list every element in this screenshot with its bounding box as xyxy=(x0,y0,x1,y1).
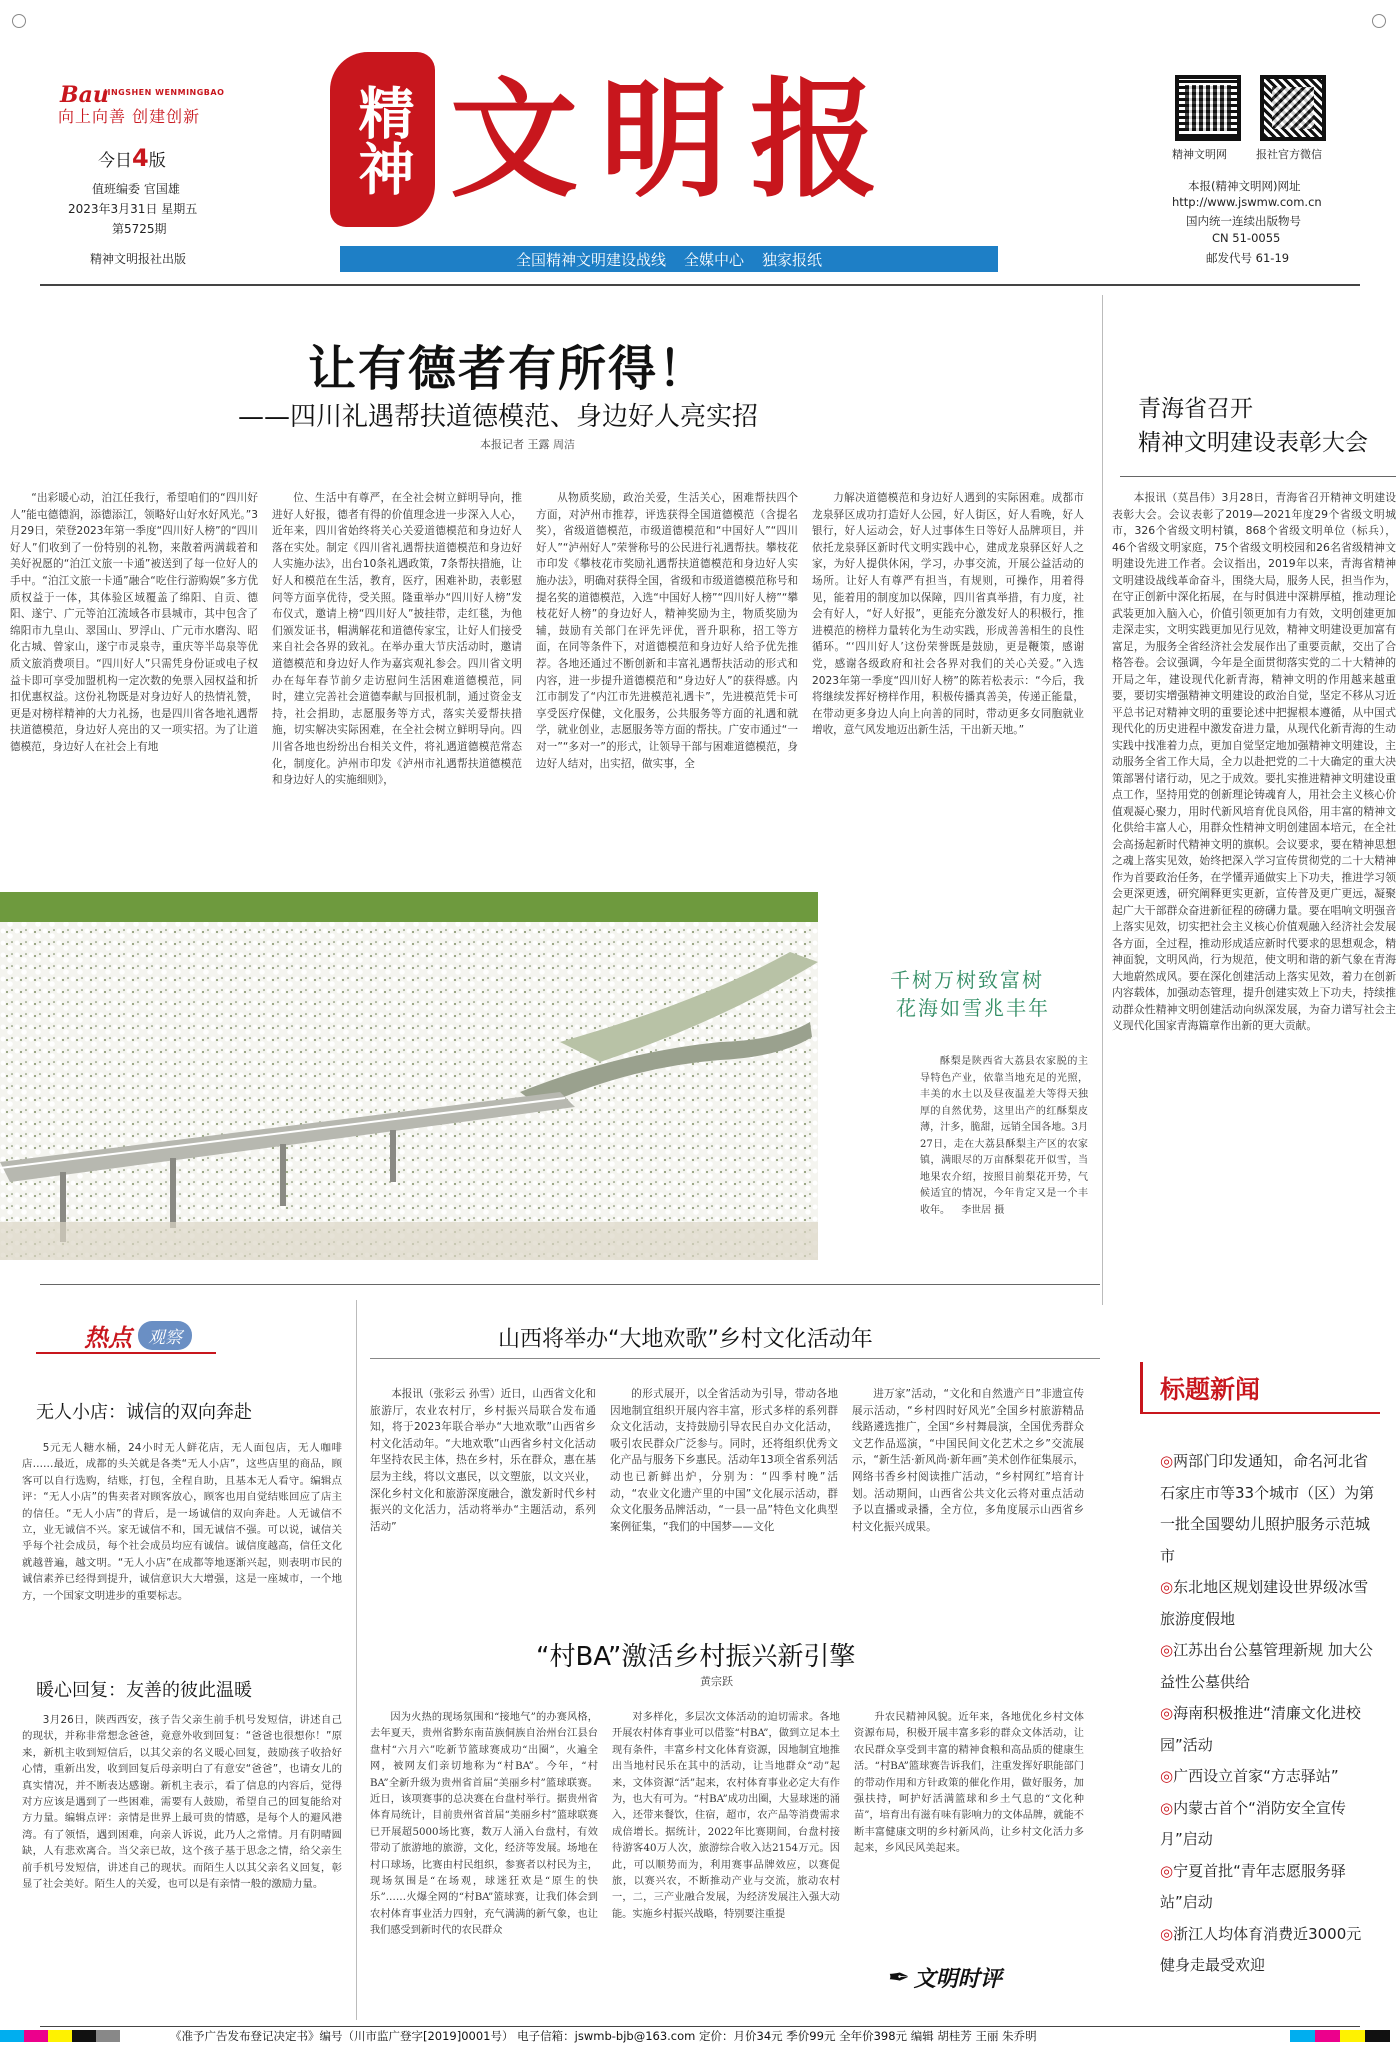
cunba-title: “村BA”激活乡村振兴新引擎 xyxy=(536,1642,856,1672)
news-item-text: 江苏出台公墓管理新规 加大公益性公墓供给 xyxy=(1160,1641,1373,1691)
qinghai-title-line: 精神文明建设表彰大会 xyxy=(1138,430,1368,456)
editors: 值班编委 官国雄 xyxy=(92,182,180,196)
shanxi-rule xyxy=(370,1358,1100,1359)
cn-label: 国内统一连续出版物号 xyxy=(1186,214,1301,228)
masthead-divider xyxy=(40,284,1360,286)
site-line: 本报(精神文明网)网址 xyxy=(1188,179,1301,193)
section-divider xyxy=(40,1284,1100,1285)
brand-en: JINGSHEN WENMINGBAO xyxy=(104,88,225,97)
lead-title: 让有德者有所得！ xyxy=(308,341,709,397)
bullet-circle-icon: ◎ xyxy=(1160,1578,1174,1596)
cunba-column xyxy=(612,1710,840,2012)
title-seal-text: 精神 xyxy=(349,83,416,196)
news-item xyxy=(1160,1698,1380,1761)
news-item-text: 浙江人均体育消费近3000元 健身走最受欢迎 xyxy=(1160,1924,1362,1974)
news-item xyxy=(1160,1446,1380,1572)
column-divider xyxy=(1102,295,1103,1305)
masthead xyxy=(0,0,1398,290)
hot-article1-text: 5元无人糖水桶，24小时无人鲜花店，无人面包店，无人咖啡店……最近，成都的头关就是各类“无人小店”，这些店里的商品，顾客可以自行选购，结账，打包，全程自助，且基本无人看守。编辑点评：“无人小店”的售卖者对顾客放心，顾客也用自觉结账回应了店主的信任。“无人小店”的背后，是一场诚信的双向奔赴。人无诚信不立，业无诚信不兴。家无诚信不和，国无诚信不强。可以说，诚信关乎每个社会成员，每个社会成员均应有诚信。诚信度越高，信任文化就越普遍，越文明。“无人小店”在成都等地逐渐兴起，则表明市民的诚信素养已经得到提升，诚信意识大大增强，这是一座城市，一个地方，一个国家文明进步的重要标志。 xyxy=(22,1442,342,1602)
qinghai-title xyxy=(1138,392,1368,460)
cn-num: CN 51-0055 xyxy=(1212,231,1281,245)
column-divider xyxy=(356,1300,357,2020)
photo-body xyxy=(920,1054,1088,1264)
hot-title: 热点 xyxy=(84,1324,132,1352)
shanxi-title: 山西将举办“大地欢歌”乡村文化活动年 xyxy=(498,1327,873,1352)
cunba-badge-label: 文明时评 xyxy=(913,1967,1002,1992)
cunba-col-text: 因为火热的现场氛围和“接地气”的办赛风格，去年夏天，贵州省黔东南苗族侗族自治州台江县台盘村“六月六”吃新节篮球赛成功“出圈”，火遍全网，被网友们亲切地称为“村BA”。今年，“村BA”全新升级为贵州省首届“美丽乡村”篮球联赛。近日，该项赛事的总决赛在台盘村举行。据贵州省体育局统计，目前贵州省首届“美丽乡村”篮球联赛已开展超5000场比赛，数万人涌入台盘村，有效带动了旅游地的旅游，文化，经济等发展。场地在村口球场，比赛由村民组织，参赛者以村民为主，现场氛围是“在场观，球迷狂欢是“原生的快乐”……火爆全网的“村BA”篮球赛，让我们体会到农村体育事业活力四射，充气满满的新气象，也让我们感受到新时代的农民群众 xyxy=(370,1712,598,1937)
footer xyxy=(40,2026,1360,2048)
qinghai-title-line: 青海省召开 xyxy=(1138,396,1253,422)
news-box-accent xyxy=(1140,1362,1143,1414)
news-item-text: 内蒙古首个“消防安全宣传月”启动 xyxy=(1160,1798,1346,1848)
qinghai-rule xyxy=(1120,476,1396,477)
photo-caption-line: 花海如雪兆丰年 xyxy=(896,996,1050,1020)
lead-col-text: 力解决道德模范和身边好人遇到的实际困难。成都市龙泉驿区成功打造好人公园，好人街区，好人看晚，好人银行，好人运动会，好人过事体生日等好人品牌项目，并依托龙泉驿区新时代文明实践中心，建成龙泉驿区好人之家，为好人提供休闲，学习，办事交流，开展公益活动的场所。让好人有尊严有担当，有规则，可操作，用着得见，能着用的制度加以保障，四川省真举措，有力度，社会有好人，“好人好报”，更能充分激发好人的积极行，推进模范的榜样力量转化为生动实践，形成善善相生的良性循环。“‘四川好人’这份荣誉既是鼓励，更是鞭策，感谢党，感谢各级政府和社会各界对我们的关心关爱。”入选2023年第一季度“四川好人榜”的陈若松表示：“今后，我将继续发挥好榜样作用，积极传播真善美，传递正能量，在带动更多身边人向上向善的同时，带动更多女同胞就业增收，意气风发地迈出新生活，干出新天地。” xyxy=(812,492,1084,737)
photo-pear-blossom xyxy=(0,892,818,1260)
hot-header xyxy=(84,1318,192,1353)
photo-illustration xyxy=(0,892,818,1260)
title-main: 文明报 xyxy=(450,65,901,215)
news-item-text: 海南积极推进“清廉文化进校园”活动 xyxy=(1160,1704,1361,1754)
bullet-circle-icon: ◎ xyxy=(1160,1767,1174,1785)
color-bar xyxy=(0,2030,120,2042)
bar-item: 全媒中心 xyxy=(683,250,744,269)
slogan: 向上向善 创建创新 xyxy=(58,107,201,126)
hot-article2-title: 暖心回复：友善的彼此温暖 xyxy=(36,1680,252,1701)
qr1-label: 精神文明网 xyxy=(1172,148,1227,161)
qr-code-icon xyxy=(1175,75,1241,141)
cunba-column xyxy=(854,1710,1084,1950)
cunba-author: 黄宗跃 xyxy=(700,1675,733,1688)
site-url: http://www.jswmw.com.cn xyxy=(1172,195,1322,209)
cunba-column xyxy=(370,1710,598,2012)
photo-text: 酥梨是陕西省大荔县农家脱的主导特色产业，依靠当地充足的光照，丰美的水土以及昼夜温差大等得天独厚的自然优势，这里出产的红酥梨皮薄，汁多，脆甜，远销全国各地。3月27日，走在大荔县酥梨主产区的农家镇，满眼尽的万亩酥梨花开似雪，当地果农介绍，按照目前梨花开势，气候适宜的情况，今年肯定又是一个丰收年。 李世居 摄 xyxy=(920,1056,1088,1216)
hot-rule xyxy=(36,1352,216,1354)
bullet-circle-icon: ◎ xyxy=(1160,1924,1174,1943)
masthead-bar xyxy=(340,246,998,272)
hot-article2-text: 3月26日，陕西西安，孩子告父亲生前手机号发短信，讲述自己的现状，并称非常想念爸爸，竟意外收到回复：“爸爸也很想你！”原来，新机主收到短信后，以其父亲的名义暖心回复，鼓励孩子收拾好心情，重新出发，收到回复后母亲明白了有意安“爸爸”，也请女儿的真实情况，并不断表达感谢。新机主表示，看了信息的内容后，觉得对方应该是遇到了一些困难，需要有人鼓励，希望自己的回复能给对方力量。编辑点评：亲情是世界上最可贵的情感，是每个人的避风港湾。有了领悟，遇到困难，向亲人诉说，此乃人之常情。月有阴晴圆缺，人有悲欢离合。当父亲已故，这个孩子基于思念之情，给父亲生前手机号发短信，讲述自己的现状。而陌生人以其父亲名义回复，彰显了社会美好。陌生人的关爱，也可以是有亲情一般的激励力量。 xyxy=(22,1714,342,1891)
bullet-circle-icon: ◎ xyxy=(1160,1452,1174,1470)
cunba-col-text: 对多样化，多层次文体活动的迫切需求。各地开展农村体育事业可以借鉴“村BA”，做到立足本土现有条件，丰富乡村文化体育资源，因地制宜地推出当地村民乐在其中的活动，让当地群众“动”起来，文体资源“活”起来，农村体育事业必定大有作为，也大有可为。“村BA”成功出圈，大显球迷的涌入，还带来餐饮，住宿，超市，农产品等消费需求成倍增长。据统计，2022年比赛期间，台盘村接待游客40万人次，旅游综合收入达2154万元。因此，可以顺势而为，利用赛事品牌效应，以赛促旅，以赛兴农，不断推动产业与交流，旅动农村一，二，三产业融合发展，为经济发展注入强大动能。实施乡村振兴战略，特别要注重提 xyxy=(612,1712,840,1920)
lead-col-text: 从物质奖励，政治关爱，生活关心，困难帮扶四个方面，对泸州市推荐，评选获得全国道德模范（含提名奖），省级道德模范，市级道德模范和“中国好人”“四川好人”“泸州好人”荣誉称号的公民进行礼遇帮扶。攀枝花市印发《攀枝花市奖励礼遇帮扶道德模范和身边好人实施办法》，明确对获得全国，省级和市级道德模范称号和提名奖的道德模范，入选“中国好人榜”“四川好人榜”“攀枝花好人榜”的身边好人，精神奖励为主，物质奖励为辅，鼓励有关部门在评先评优，晋升职称，招工等方面，在同等条件下，对道德模范和身边好人给予优先推荐。各地还通过不断创新和丰富礼遇帮扶活动的形式和内容，进一步提升道德模范和“身边好人”的获得感。内江市制发了“内江市先进模范礼遇卡”，先进模范凭卡可享受医疗保健，文化服务，公共服务等方面的礼遇和就学，就业创业，志愿服务等方面的帮扶。广安市通过“一对一”“多对一”的形式，让领导干部与困难道德模范，身边好人结对，出实招，做实事，全 xyxy=(536,492,798,770)
qr2-label: 报社官方微信 xyxy=(1256,148,1322,161)
lead-subtitle: ——四川礼遇帮扶道德模范、身边好人亮实招 xyxy=(238,402,759,432)
brand-logo: Bau xyxy=(60,82,109,108)
color-bar xyxy=(1290,2030,1390,2042)
bullet-circle-icon: ◎ xyxy=(1160,1641,1174,1659)
bullet-circle-icon: ◎ xyxy=(1160,1798,1174,1817)
news-item-text: 两部门印发通知，命名河北省石家庄市等33个城市（区）为第一批全国婴幼儿照护服务示范城市 xyxy=(1160,1452,1375,1565)
shanxi-column xyxy=(610,1386,838,1584)
cunba-badge xyxy=(888,1962,1002,1993)
news-list xyxy=(1160,1446,1380,1982)
qinghai-body xyxy=(1112,490,1396,1294)
news-item xyxy=(1160,1635,1380,1698)
photo-credit: 李世居 摄 xyxy=(961,1204,1005,1216)
hot-article1-body xyxy=(22,1440,342,1640)
news-item xyxy=(1160,1919,1380,1982)
news-item-text: 广西设立首家“方志驿站” xyxy=(1173,1767,1339,1785)
pen-icon: ✒ xyxy=(888,1962,910,1993)
hot-article1-title: 无人小店：诚信的双向奔赴 xyxy=(36,1402,252,1423)
hot-article2-body xyxy=(22,1712,342,2014)
shanxi-col-text: 的形式展开，以全省活动为引导，带动各地因地制宜组织开展内容丰富，形式多样的系列群众文化活动，支持鼓励引导农民自办文化活动，吸引农民群众广泛参与。同时，还将组织优秀文化产品与服务下乡惠民。活动年13项全省系列活动也已新鲜出炉，分别为：“四季村晚”活动，“农业文化遗产里的中国”文化展示活动，群众文化服务品牌活动，“一县一品”特色文化典型案例征集，“我们的中国梦——文化 xyxy=(610,1388,838,1533)
title-seal xyxy=(330,52,435,227)
date: 2023年3月31日 星期五 xyxy=(68,202,198,216)
shanxi-column xyxy=(852,1386,1084,1584)
shanxi-col-text: 本报讯（张彩云 孙雪）近日，山西省文化和旅游厅，农业农村厅，乡村振兴局联合发布通知，将于2023年联合举办“大地欢歌”山西省乡村文化活动年。“大地欢歌”山西省乡村文化活动年坚持农民主体，热在乡村，乐在群众，惠在基层为主线，将以文惠民，以文塑旅，以文兴业，深化乡村文化和旅游深度融合，激发新时代乡村振兴的文化活力，活动将举办“主题活动，系列活动” xyxy=(370,1388,596,1533)
photo-caption xyxy=(890,966,1050,1022)
footer-text: 《准予广告发布登记决定书》编号（川市监广登字[2019]0001号） 电子信箱：jswmb-bjb@163.com 定价：月价34元 季价99元 全年价398元 编辑 胡桂芳 王丽 朱乔明 xyxy=(170,2029,1037,2043)
photo-caption-line: 千树万树致富树 xyxy=(890,968,1044,992)
lead-column xyxy=(812,490,1084,830)
lead-column xyxy=(536,490,798,830)
issue: 第5725期 xyxy=(112,222,167,236)
news-item xyxy=(1160,1856,1380,1919)
cunba-col-text: 升农民精神风貌。近年来，各地优化乡村文体资源布局，积极开展丰富多彩的群众文体活动，让农民群众享受到丰富的精神食粮和高品质的健康生活。“村BA”篮球赛告诉我们，注重发挥好职能部门的带动作用和方针政策的催化作用，做好服务，加强扶持，呵护好活满篮球和乡土气息的“文化种苗”，培育出有滋有味有影响力的文体品牌，就能不断丰富健康文明的乡村新风尚，让乡村文化活力多起来，乡风民风美起来。 xyxy=(854,1712,1084,1855)
lead-col-text: “出彩暖心动，泊江任我行，希望咱们的“四川好人”能屯德德润，添德添江，领略好山好水好风光。”3月29日，荣登2023年第一季度“四川好人榜”的“四川好人”们收到了一份特别的礼物，来散着两满载着和美好祝愿的“泊江文旅一卡通”被送到了每一位好人的手中。“泊江文旅一卡通”融合“吃住行游购娱”多方优质权益于一体，其体验区域覆盖了绵阳、自贡、德阳、遂宁、广元等泊江流域各市县城市，其中包含了绵阳市九皇山、翠国山、罗浮山、广元市水磨沟、昭化古城、曾家山，遂宁市灵泉寺，重庆等半岛泉等优质文旅消费项目。“四川好人”只需凭身份证或电子权益卡即可享受加盟机构一定次数的免票入园权益和折扣优惠权益。这份礼物既是对身边好人的热情礼赞，更是对榜样精神的大力礼扬，也是四川省各地礼遇帮扶道德模范，身边好人亮出的又一项实招。为了让道德模范，身边好人在社会上有地 xyxy=(10,492,258,753)
today-edition: 今日4版 xyxy=(98,144,166,172)
bullet-circle-icon: ◎ xyxy=(1160,1704,1174,1722)
shanxi-col-text: 进万家”活动，“文化和自然遗产日”非遗宣传展示活动，“乡村四时好风光”全国乡村旅游精品线路遴选推广，全国“乡村舞晨演，全国优秀群众文艺作品巡演，“中国民间文化艺术之乡”交流展示，“新生活·新风尚·新年画”美术创作征集展示，网络书香乡村阅读推广活动，“乡村网红”培育计划。活动期间，山西省公共文化云将对重点活动予以直播或录播，全方位，多角度展示山西省乡村文化振兴成果。 xyxy=(852,1388,1084,1533)
bar-item: 独家报纸 xyxy=(762,250,823,269)
news-item xyxy=(1160,1572,1380,1635)
bar-item: 全国精神文明建设战线 xyxy=(515,250,666,269)
news-title-rule xyxy=(1140,1412,1380,1414)
shanxi-column xyxy=(370,1386,596,1584)
lead-column xyxy=(10,490,258,830)
publisher: 精神文明报社出版 xyxy=(90,252,187,266)
hot-badge: 观察 xyxy=(138,1321,192,1350)
postal-code: 邮发代号 61-19 xyxy=(1206,251,1290,265)
bullet-circle-icon: ◎ xyxy=(1160,1861,1174,1880)
news-item xyxy=(1160,1761,1380,1793)
news-item-text: 宁夏首批“青年志愿服务驿站”启动 xyxy=(1160,1861,1346,1911)
news-title: 标题新闻 xyxy=(1160,1375,1261,1404)
news-item xyxy=(1160,1793,1380,1856)
news-item-text: 东北地区规划建设世界级冰雪旅游度假地 xyxy=(1160,1578,1369,1628)
qr-code-icon xyxy=(1260,75,1326,141)
lead-col-text: 位、生活中有尊严，在全社会树立鲜明导向，推进好人好报，德者有得的价值理念进一步深入人心，近年来，四川省始终将关心关爱道德模范和身边好人落在实处。制定《四川省礼遇帮扶道德模范和身边好人实施办法》，出台10条礼遇政策，7条帮扶措施，让好人和模范在生活，教育，医疗，困难补助，表彰慰问等方面享优待，受关照。隆重举办“四川好人榜”发布仪式，邀请上榜“四川好人”披挂带，走红毯，为他们颁发证书，帽满解花和道德传家宝，让好人们接受来自社会各界的致礼。在举办重大节庆活动时，邀请道德模范和身边好人作为嘉宾观礼参会。四川省文明办在每年春节前夕走访慰问生活困难道德模范，同时，建立完善社会道德奉献与回报机制，通过资金支持，社会捐助，志愿服务等方式，落实关爱帮扶措施，切实解决实际困难，在全社会树立鲜明导向。四川省各地也纷纷出台相关文件，将礼遇道德模范常态化，制度化。泸州市印发《泸州市礼遇帮扶道德模范和身边好人的实施细则》， xyxy=(272,492,522,787)
lead-column xyxy=(272,490,522,830)
qinghai-text: 本报讯（莫昌伟）3月28日，青海省召开精神文明建设表彰大会。会议表彰了2019—2021年度29个省级文明城市，326个省级文明村镇，868个省级文明单位（标兵），46个省级文明家庭，75个省级文明校园和26名省级精神文明建设先进工作者。会议指出，2019年以来，青海省精神文明建设战线革命奋斗，围绕大局，服务人民，担当作为，在守正创新中深化拓展，在与时俱进中深耕厚植，推动理论武装更加入脑入心，价值引领更加有力有效，文明创建更加走深走实，文明实践更加见行见效，精神文明建设更加富有富足，为服务全省经济社会发展作出了重要贡献，交出了合格答卷。会议强调，今年是全面贯彻落实党的二十大精神的开局之年，建设现代化新青海，精神文明的作用越来越重要，要切实增强精神文明建设的政治自觉，坚定不移从习近平总书记对精神文明的重要论述中把握根本遵循，从中国式现代化的历史进程中激发奋进力量，从现代化新青海的生动实践中找准着力点，更加自觉坚定地加强精神文明建设，主动服务全省工作大局，全力以赴把党的二十大确定的重大决策部署付诸行动，见之于成效。要扎实推进精神文明建设重点工作，坚持用党的创新理论铸魂育人，用社会主义核心价值观凝心聚力，用时代新风培育优良风俗，用丰富的精神文化供给丰富人心，用群众性精神文明创建固本培元，在全社会高扬起新时代精神文明的旗帜。会议要求，要在精神思想之魂上落实见效，始终把深入学习宣传贯彻党的二十大精神作为首要政治任务，在学懂弄通做实上下功夫，推进学习领会更深更透，研究阐释更实更新，宣传普及更广更远，凝聚起广大干部群众奋进新征程的磅礴力量。要在唱响文明强音上落实见效，切实把社会主义核心价值观融入经济社会发展各方面，全过程，推动形成适应新时代要求的思想观念，精神面貌，文明风尚，行为规范，使文明和谐的新气象在青海大地蔚然成风。要在深化创建活动上落实见效，着力在创新内容载体，加强动态管理，提升创建实效上下功夫，持续推动群众性精神文明创建活动向纵深发展，为奋力谱写社会主义现代化国家青海篇章作出新的更大贡献。 xyxy=(1112,491,1396,1032)
lead-byline: 本报记者 王露 周洁 xyxy=(480,438,575,451)
